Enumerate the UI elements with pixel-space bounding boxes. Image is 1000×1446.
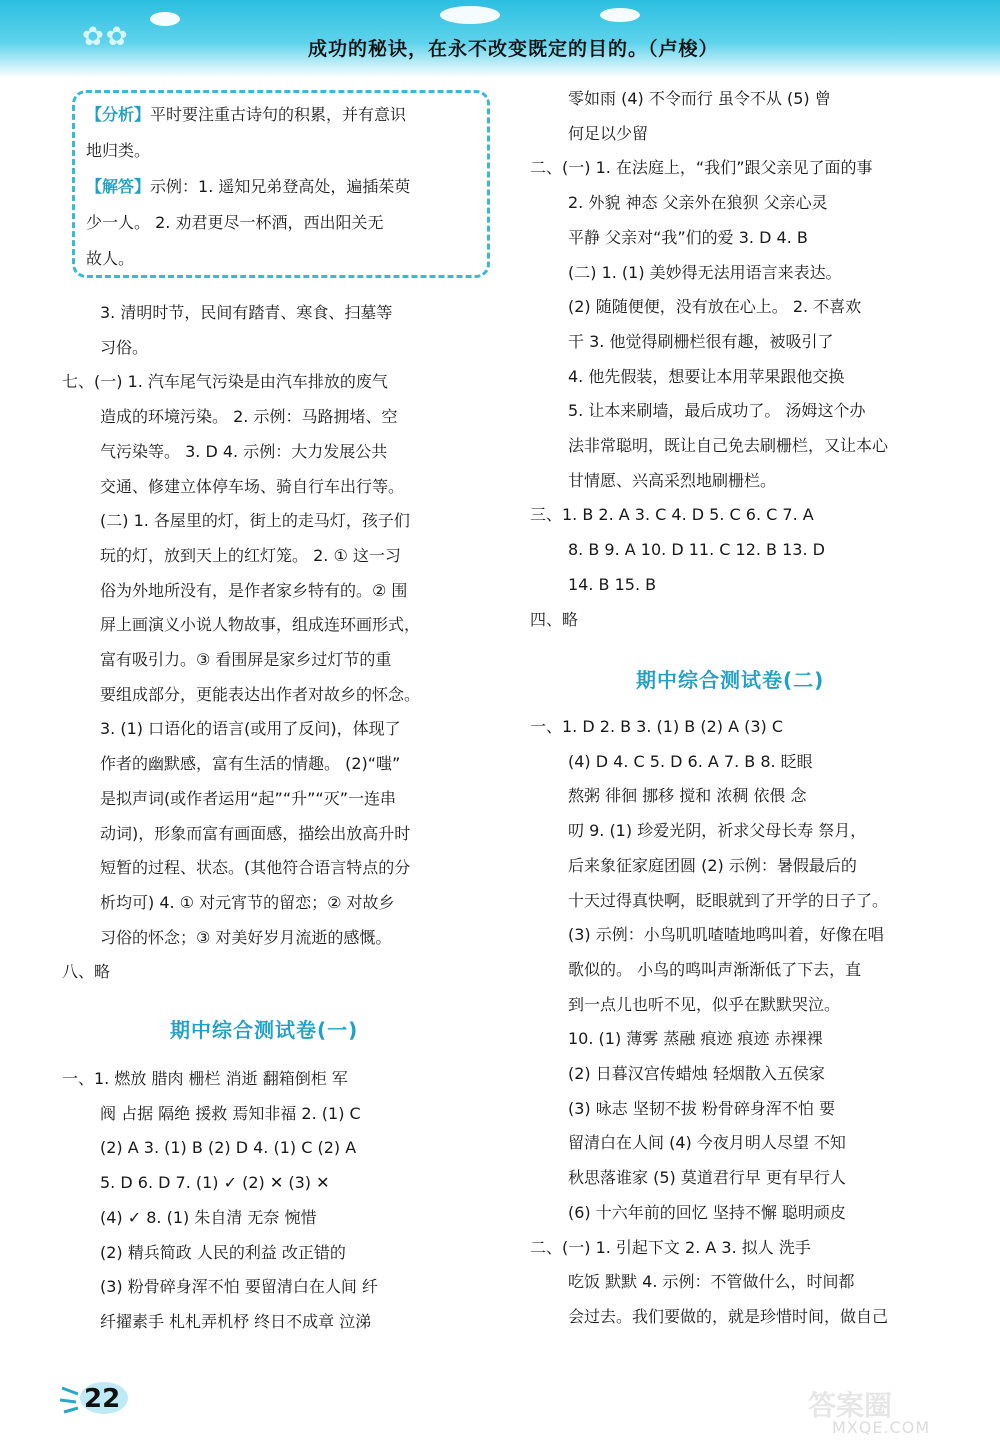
section-title: 期中综合测试卷(一): [170, 1018, 359, 1042]
cloud-decoration: [440, 6, 500, 24]
text-line: 玩的灯，放到天上的红灯笼。 2. ① 这一习: [100, 545, 401, 565]
text-line: 干 3. 他觉得刷栅栏很有趣，被吸引了: [568, 331, 834, 351]
text-line: (2) 日暮汉宫传蜡烛 轻烟散入五侯家: [568, 1064, 825, 1083]
watermark-url: MXQE.COM: [832, 1418, 931, 1437]
text-line: 14. B 15. B: [568, 574, 657, 594]
text-line: 二、(一) 1. 引起下文 2. A 3. 拟人 洗手: [530, 1237, 811, 1257]
text-line: 习俗。: [100, 337, 149, 357]
text-line: (2) 精兵简政 人民的利益 改正错的: [100, 1242, 346, 1262]
text-line: 交通、修建立体停车场、骑自行车出行等。: [100, 476, 405, 496]
text-line: 十天过得真快啊，眨眼就到了开学的日子了。: [568, 890, 889, 910]
text-line: 二、(一) 1. 在法庭上，“我们”跟父亲见了面的事: [530, 158, 873, 178]
text-line: 3. (1) 口语化的语言(或用了反问)，体现了: [100, 719, 401, 739]
text-line: (3) 示例：小鸟叽叽喳喳地鸣叫着，好像在唱: [568, 925, 884, 945]
text-line: 少一人。 2. 劝君更尽一杯酒，西出阳关无: [86, 213, 384, 232]
text-line: (2) A 3. (1) B (2) D 4. (1) C (2) A: [100, 1138, 357, 1158]
text-line: 七、(一) 1. 汽车尾气污染是由汽车排放的废气: [62, 372, 388, 392]
text-line: 吃饭 默默 4. 示例：不管做什么，时间都: [568, 1272, 855, 1292]
text-line: 俗为外地所没有，是作者家乡特有的。② 围: [100, 580, 408, 600]
header-banner: [0, 0, 1000, 78]
section-title: 期中综合测试卷(二): [636, 668, 825, 692]
text-line: 故人。: [86, 249, 135, 268]
text-line: 阀 占据 隔绝 援救 焉知非福 2. (1) C: [100, 1103, 361, 1123]
watermark-text: 答案圈: [808, 1389, 893, 1422]
text-line: 后来象征家庭团圆 (2) 示例：暑假最后的: [568, 855, 857, 875]
text-line: 4. 他先假装，想要让本用苹果跟他交换: [568, 366, 845, 386]
text-line: 熬粥 徘徊 挪移 搅和 浓稠 依偎 念: [568, 786, 807, 806]
text-line: 【解答】示例：1. 遥知兄弟登高处，遍插茱萸: [86, 177, 411, 196]
text-line: 气污染等。 3. D 4. 示例：大力发展公共: [100, 441, 388, 461]
text-line: (4) ✓ 8. (1) 朱自清 无奈 惋惜: [100, 1207, 317, 1227]
text-line: 一、1. D 2. B 3. (1) B (2) A (3) C: [530, 717, 784, 736]
text-line: (3) 咏志 坚韧不拔 粉骨碎身浑不怕 要: [568, 1098, 836, 1118]
text-line: 富有吸引力。③ 看围屏是家乡过灯节的重: [100, 650, 392, 669]
text-line: 何足以少留: [568, 123, 649, 143]
text-line: 5. 让本来刷墙，最后成功了。 汤姆这个办: [568, 401, 866, 421]
text-line: 是拟声词(或作者运用“起”“升”“灭”一连串: [100, 788, 396, 808]
text-line: 作者的幽默感，富有生活的情趣。 (2)“嗤”: [100, 754, 401, 774]
text-line: 短暂的过程、状态。(其他符合语言特点的分: [100, 858, 411, 878]
text-line: 零如雨 (4) 不令而行 虽令不从 (5) 曾: [568, 89, 831, 108]
text-line: (二) 1. (1) 美妙得无法用语言来表达。: [568, 262, 842, 282]
text-line: 纤擢素手 札札弄机杼 终日不成章 泣涕: [100, 1311, 372, 1331]
text-line: (3) 粉骨碎身浑不怕 要留清白在人间 纤: [100, 1277, 378, 1297]
text-line: 留清白在人间 (4) 今夜月明人尽望 不知: [568, 1133, 846, 1153]
text-line: (6) 十六年前的回忆 坚持不懈 聪明顽皮: [568, 1202, 846, 1222]
text-line: (4) D 4. C 5. D 6. A 7. B 8. 眨眼: [568, 751, 813, 771]
text-line: 八、略: [62, 962, 111, 982]
cloud-decoration: [600, 8, 640, 22]
text-line: 5. D 6. D 7. (1) ✓ (2) ✕ (3) ✕: [100, 1173, 330, 1193]
text-line: 到一点儿也听不见，似乎在默默哭泣。: [568, 994, 841, 1014]
text-line: 造成的环境污染。 2. 示例：马路拥堵、空: [100, 407, 398, 427]
text-line: 四、略: [530, 609, 579, 629]
text-line: 3. 清明时节，民间有踏青、寒食、扫墓等: [100, 303, 393, 322]
text-line: 秋思落谁家 (5) 莫道君行早 更有早行人: [568, 1168, 846, 1188]
banner-logo-icon: ✿✿: [82, 22, 130, 52]
text-line: 【分析】平时要注重古诗句的积累，并有意识: [86, 105, 407, 124]
text-line: 一、1. 燃放 腊肉 栅栏 消逝 翻箱倒柜 军: [62, 1069, 348, 1088]
text-line: 2. 外貌 神态 父亲外在狼狈 父亲心灵: [568, 193, 828, 213]
text-line: 会过去。我们要做的，就是珍惜时间，做自己: [568, 1306, 889, 1326]
text-line: 8. B 9. A 10. D 11. C 12. B 13. D: [568, 540, 825, 560]
text-line: 析均可) 4. ① 对元宵节的留恋；② 对故乡: [100, 892, 395, 912]
text-line: 地归类。: [86, 141, 151, 160]
text-line: 甘情愿、兴高采烈地刷栅栏。: [568, 470, 777, 490]
text-line: 动词)，形象而富有画面感，描绘出放高升时: [100, 823, 411, 843]
text-line: (2) 随随便便，没有放在心上。 2. 不喜欢: [568, 297, 862, 317]
text-line: 10. (1) 薄雾 蒸融 痕迹 痕迹 赤裸裸: [568, 1029, 823, 1049]
text-line: 习俗的怀念；③ 对美好岁月流逝的感慨。: [100, 927, 392, 947]
text-line: 法非常聪明，既让自己免去刷栅栏，又让本心: [568, 436, 889, 455]
header-motto: 成功的秘诀，在永不改变既定的目的。（卢梭）: [308, 38, 719, 60]
text-line: (二) 1. 各屋里的灯，街上的走马灯，孩子们: [100, 511, 410, 531]
text-line: 平静 父亲对“我”们的爱 3. D 4. B: [568, 227, 808, 247]
text-line: 歌似的。 小鸟的鸣叫声渐渐低了下去，直: [568, 959, 862, 979]
text-line: 三、1. B 2. A 3. C 4. D 5. C 6. C 7. A: [530, 505, 814, 525]
cloud-decoration: [150, 12, 180, 26]
text-line: 叨 9. (1) 珍爱光阴，祈求父母长寿 祭月，: [568, 821, 867, 841]
page-number: 22: [84, 1384, 121, 1414]
text-line: 屏上画演义小说人物故事，组成连环画形式，: [100, 615, 421, 635]
text-line: 要组成部分，更能表达出作者对故乡的怀念。: [100, 684, 421, 704]
